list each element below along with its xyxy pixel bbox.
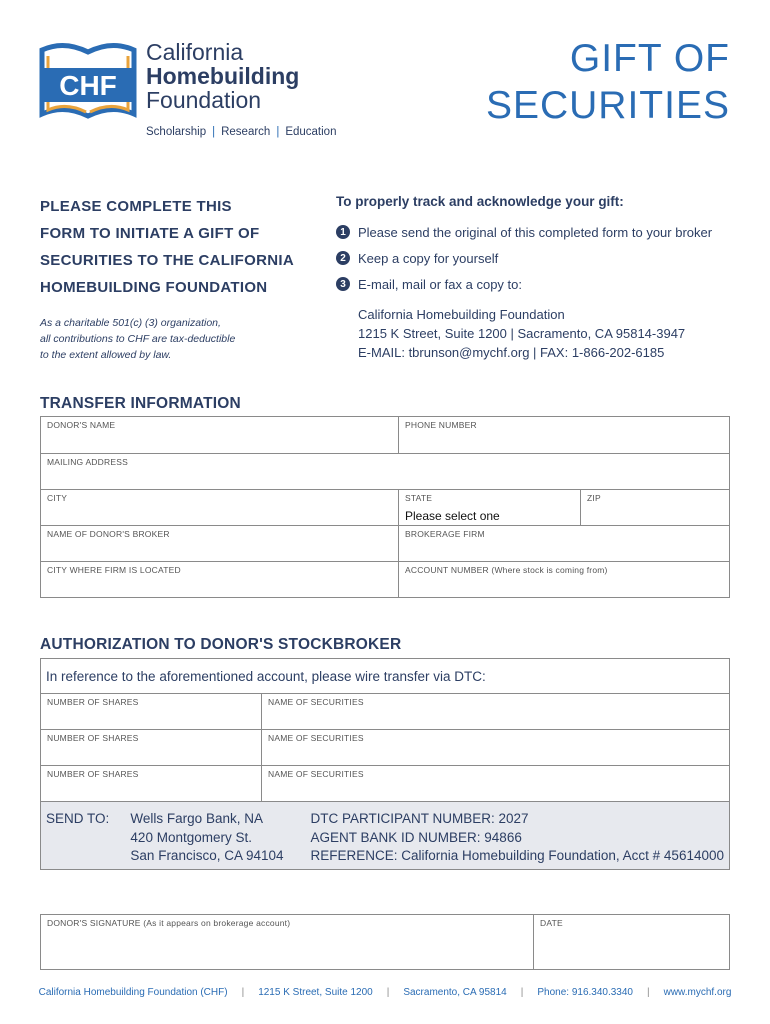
field-label: NUMBER OF SHARES	[47, 733, 139, 743]
form-row	[41, 915, 729, 969]
step-item	[336, 219, 736, 245]
footer-street: 1215 K Street, Suite 1200	[258, 987, 373, 998]
field-label: PHONE NUMBER	[405, 420, 477, 430]
footer-phone: Phone: 916.340.3340	[537, 987, 633, 998]
intro-heading-line: HOMEBUILDING FOUNDATION	[40, 279, 268, 296]
form-row	[41, 453, 729, 489]
securities-row	[41, 729, 729, 765]
chf-logo	[38, 40, 358, 140]
step-text: Please send the original of this completed form to your broker	[358, 224, 713, 240]
org-name-line-3: Foundation	[146, 87, 262, 114]
field-label: NUMBER OF SHARES	[47, 769, 139, 779]
brokerage-firm-field[interactable]	[398, 526, 729, 561]
field-label: NUMBER OF SHARES	[47, 697, 139, 707]
phone-number-field[interactable]	[398, 417, 729, 453]
field-label: ZIP	[587, 493, 601, 503]
number-of-shares-field[interactable]	[41, 694, 261, 729]
field-label: NAME OF SECURITIES	[268, 697, 364, 707]
form-row	[41, 561, 729, 597]
field-label: DONOR'S SIGNATURE (As it appears on brokerage account)	[47, 918, 291, 928]
field-label: MAILING ADDRESS	[47, 457, 128, 467]
donor-name-field[interactable]	[41, 417, 398, 453]
note-line: all contributions to CHF are tax-deductible	[40, 333, 236, 345]
number-of-shares-field[interactable]	[41, 730, 261, 765]
send-to-block	[41, 801, 729, 869]
intro-heading	[40, 193, 310, 301]
zip-field[interactable]	[580, 490, 729, 525]
step-item	[336, 245, 736, 271]
address-line: California Homebuilding Foundation	[358, 307, 565, 322]
step-number-badge: 1	[336, 225, 350, 239]
org-name-line-2: Homebuilding	[146, 63, 300, 90]
step-text: Keep a copy for yourself	[358, 250, 499, 266]
field-label: CITY WHERE FIRM IS LOCATED	[47, 565, 181, 575]
tagline-item: Scholarship	[146, 126, 207, 138]
signature-form	[40, 914, 730, 970]
field-label: NAME OF DONOR'S BROKER	[47, 529, 170, 539]
intro-heading-line: FORM TO INITIATE A GIFT OF	[40, 225, 260, 242]
field-label: ACCOUNT NUMBER (Where stock is coming from)	[405, 565, 608, 575]
bank-line: San Francisco, CA 94104	[130, 848, 284, 863]
document-title	[486, 36, 730, 130]
tax-deductible-note	[40, 315, 250, 363]
name-of-securities-field[interactable]	[261, 730, 729, 765]
name-of-securities-field[interactable]	[261, 694, 729, 729]
note-line: to the extent allowed by law.	[40, 349, 172, 361]
authorization-form	[40, 658, 730, 870]
instructions	[336, 194, 736, 362]
intro-heading-line: SECURITIES TO THE CALIFORNIA	[40, 252, 294, 269]
field-label: NAME OF SECURITIES	[268, 769, 364, 779]
field-label: NAME OF SECURITIES	[268, 733, 364, 743]
form-row	[41, 489, 729, 525]
securities-row	[41, 693, 729, 729]
bank-line: Wells Fargo Bank, NA	[130, 811, 263, 826]
firm-city-field[interactable]	[41, 562, 398, 597]
authorization-banner: In reference to the aforementioned account, please wire transfer via DTC:	[41, 659, 729, 693]
bank-address	[130, 810, 310, 861]
form-row	[41, 417, 729, 453]
track-heading: To properly track and acknowledge your gift:	[336, 194, 624, 209]
date-field[interactable]	[533, 915, 729, 969]
chf-book-logo-icon	[38, 40, 138, 122]
number-of-shares-field[interactable]	[41, 766, 261, 801]
intro-heading-line: PLEASE COMPLETE THIS	[40, 198, 232, 215]
field-label: DONOR'S NAME	[47, 420, 116, 430]
account-number-field[interactable]	[398, 562, 729, 597]
state-select[interactable]	[398, 490, 580, 525]
footer: California Homebuilding Foundation (CHF) | 1215 K Street, Suite 1200 | Sacramento, CA 95814 | Phone: 916.340.3340 | www.mychf.org	[40, 987, 730, 998]
footer-city: Sacramento, CA 95814	[403, 987, 507, 998]
footer-org: California Homebuilding Foundation (CHF)	[38, 987, 228, 998]
field-label: CITY	[47, 493, 68, 503]
broker-name-field[interactable]	[41, 526, 398, 561]
name-of-securities-field[interactable]	[261, 766, 729, 801]
step-item	[336, 271, 736, 297]
address-line: E-MAIL: tbrunson@mychf.org | FAX: 1-866-202-6185	[358, 345, 665, 360]
send-to-label: SEND TO:	[46, 811, 110, 826]
mailing-address-field[interactable]	[41, 454, 729, 489]
state-select-value: Please select one	[405, 509, 500, 523]
tagline-item: Research	[221, 126, 271, 138]
org-name	[146, 40, 299, 112]
city-field[interactable]	[41, 490, 398, 525]
dtc-line: DTC PARTICIPANT NUMBER: 2027	[310, 811, 529, 826]
tagline: Scholarship | Research | Education	[146, 126, 337, 138]
dtc-line: REFERENCE: California Homebuilding Foundation, Acct # 45614000	[310, 848, 724, 863]
steps-list	[336, 219, 736, 297]
document-title-line-1: GIFT OF	[569, 37, 730, 80]
mailing-address-block	[358, 305, 736, 362]
intro-left	[40, 193, 310, 363]
address-line: 1215 K Street, Suite 1200 | Sacramento, CA 95814-3947	[358, 326, 686, 341]
step-number-badge: 3	[336, 277, 350, 291]
dtc-details	[311, 810, 724, 861]
logo-mark-text: CHF	[59, 70, 117, 101]
donor-signature-field[interactable]	[41, 915, 533, 969]
field-label: BROKERAGE FIRM	[405, 529, 485, 539]
document-title-line-2: SECURITIES	[485, 83, 730, 127]
footer-website-link[interactable]: www.mychf.org	[663, 987, 732, 998]
transfer-form	[40, 416, 730, 598]
bank-line: 420 Montgomery St.	[130, 829, 252, 845]
step-number-badge: 2	[336, 251, 350, 265]
securities-row	[41, 765, 729, 801]
field-label: STATE	[405, 493, 433, 503]
authorization-section-title: AUTHORIZATION TO DONOR'S STOCKBROKER	[40, 636, 402, 653]
step-text: E-mail, mail or fax a copy to:	[358, 276, 522, 292]
form-row	[41, 525, 729, 561]
org-name-line-1: California	[146, 39, 244, 65]
dtc-line: AGENT BANK ID NUMBER: 94866	[310, 829, 522, 845]
note-line: As a charitable 501(c) (3) organization,	[40, 317, 221, 329]
field-label: DATE	[540, 918, 563, 928]
tagline-item: Education	[285, 126, 337, 138]
transfer-section-title: TRANSFER INFORMATION	[40, 395, 241, 412]
